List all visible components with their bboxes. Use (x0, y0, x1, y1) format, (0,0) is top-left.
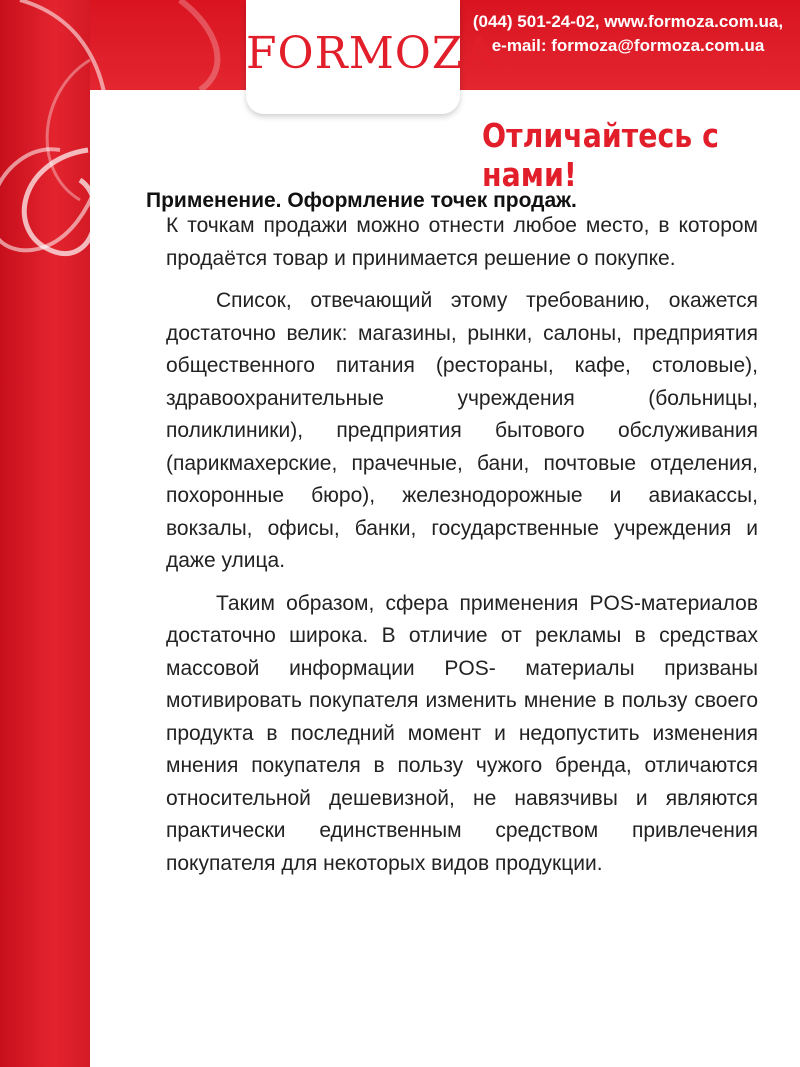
email-line: e-mail: formoza@formoza.com.ua (491, 36, 765, 55)
paragraph: К точкам продажи можно отнести любое место, в котором продаётся товар и принимается решение о покупке. (166, 214, 758, 270)
slogan: Отличайтесь с нами! (482, 116, 719, 194)
paragraph: Таким образом, сфера применения POS-материалов достаточно широка. В отличие от рекламы в средствах массовой информации POS- материалы призваны мотивировать покупателя изменить мнение в пользу своего продукта в последний момент и недопустить изменения мнения покупателя в пользу чужого бренда, отличаются относительной дешевизной, не навязчивы и являются практически единственным средством привлечения покупателя для некоторых видов продукции. (166, 591, 758, 875)
paragraph: Список, отвечающий этому требованию, окажется достаточно велик: магазины, рынки, салоны, предприятия общественного питания (рестораны, кафе, столовые), здравоохранительные учреждения (больницы, поликлиники), предприятия бытового обслуживания (парикмахерские, прачечные, бани, почтовые отделения, похоронные бюро), железнодорожные и авиакассы, вокзалы, офисы, банки, государственные учреждения и даже улица. (166, 289, 758, 572)
logo-card (246, 0, 497, 114)
brand-logo: FORMOZA (246, 28, 497, 79)
contact-info (468, 10, 788, 58)
phone-website-line: (044) 501-24-02, www.formoza.com.ua, (472, 12, 784, 31)
page-title: Применение. Оформление точек продаж. (146, 189, 577, 212)
left-decorative-strip (0, 0, 90, 1067)
document-body (166, 210, 758, 890)
